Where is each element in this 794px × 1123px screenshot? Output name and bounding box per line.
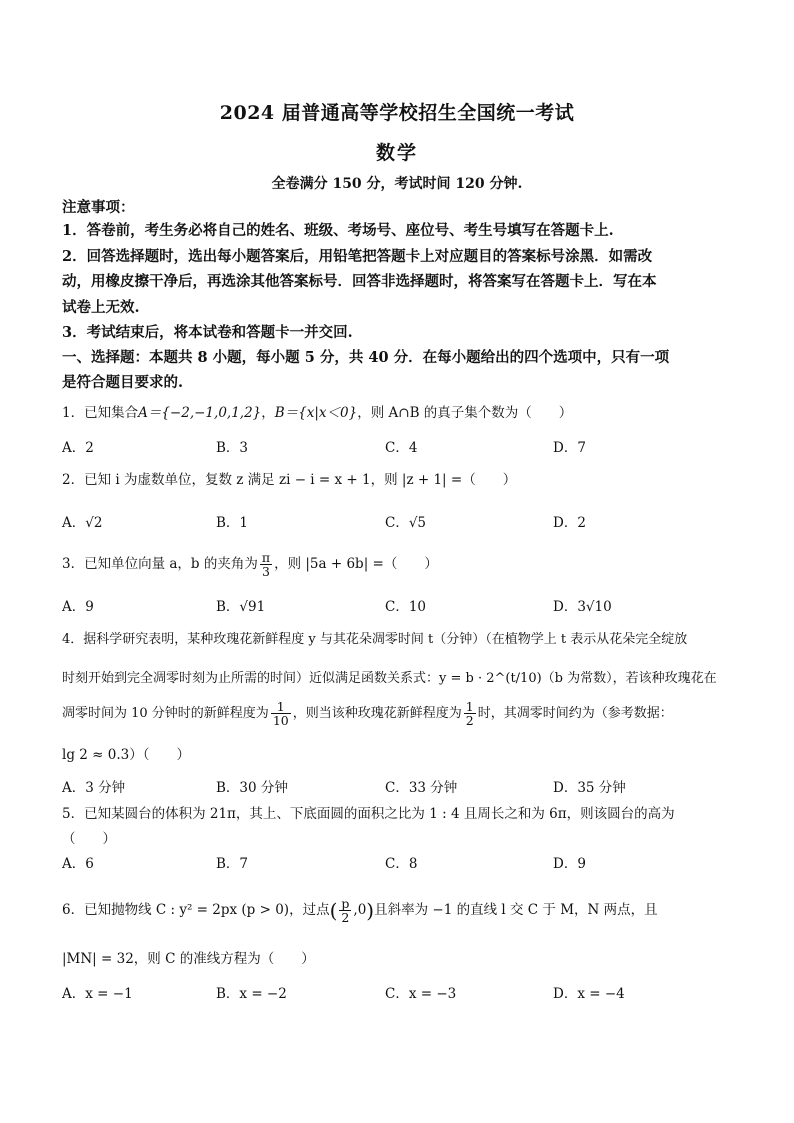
question-6-option-b: B．x = −2 <box>216 986 287 1002</box>
notice-heading: 注意事项： <box>62 199 135 216</box>
question-2-stem: 2．已知 i 为虚数单位，复数 z 满足 zi − i = x + 1，则 |z + 1| =（ ） <box>62 472 517 488</box>
question-4-option-d: D．35 分钟 <box>553 780 626 796</box>
question-3-fraction <box>260 551 272 578</box>
question-4-option-b: B．30 分钟 <box>216 780 288 796</box>
notice-item-2: 2．回答选择题时，选出每小题答案后，用铅笔把答题卡上对应题目的答案标号涂黑．如需改 <box>62 248 653 265</box>
question-1-set-b: B＝{x|x＜0} <box>274 405 358 421</box>
question-6-option-c: C．x = −3 <box>385 986 457 1002</box>
question-6-paren-open: ( <box>329 898 338 923</box>
exam-title: 2024 届普通高等学校招生全国统一考试 <box>219 102 575 124</box>
question-6-pt-tail: ,0 <box>353 902 367 919</box>
notice-item-2-cont: 动，用橡皮擦干净后，再选涂其他答案标号．回答非选择题时，将答案写在答题卡上．写在本 <box>62 273 657 290</box>
question-6-option-a: A．x = −1 <box>62 986 133 1002</box>
section-heading: 一、选择题：本题共 8 小题，每小题 5 分，共 40 分．在每小题给出的四个选项中，只有一项 <box>62 349 670 366</box>
question-6-pt-num: p <box>341 896 350 911</box>
question-4-line-4: lg 2 ≈ 0.3）（ ） <box>62 747 190 763</box>
question-6-line-1a: 6．已知抛物线 C : y² = 2px (p > 0)，过点 <box>62 902 330 919</box>
question-3-option-d: D．3√10 <box>553 599 612 615</box>
question-1-stem-b: ，则 A∩B 的真子集个数为（ ） <box>357 405 573 421</box>
question-5-line-2: （ ） <box>62 831 116 847</box>
question-1-option-b: B．3 <box>216 440 249 456</box>
question-3-stem-a: 3．已知单位向量 a，b 的夹角为 <box>62 556 258 573</box>
question-2-option-c: C．√5 <box>385 515 427 531</box>
question-1-option-d: D．7 <box>553 440 586 456</box>
question-4-frac2-den: 2 <box>465 713 474 729</box>
question-6-paren-close: ) <box>366 898 375 923</box>
question-6-line-1b: 且斜率为 −1 的直线 l 交 C 于 M，N 两点，且 <box>374 902 658 919</box>
question-6-pt-den: 2 <box>341 910 350 926</box>
question-4-line-2: 时刻开始到完全凋零时刻为止所需的时间）近似满足函数关系式：y = b · 2^(t/10)（b 为常数），若该种玫瑰花在 <box>62 671 717 686</box>
question-4-fraction-1 <box>271 700 291 727</box>
exam-meta: 全卷满分 150 分，考试时间 120 分钟. <box>271 176 523 192</box>
exam-subject: 数学 <box>375 142 418 164</box>
question-4-frac2-num: 1 <box>465 699 474 714</box>
question-5-option-c: C．8 <box>385 856 418 872</box>
question-4-line-3c: 时，其凋零时间约为（参考数据： <box>477 706 673 722</box>
question-2-option-d: D．2 <box>553 515 586 531</box>
question-6-line-2: |MN| = 32，则 C 的准线方程为（ ） <box>62 951 315 967</box>
question-1-sep: ， <box>261 405 275 421</box>
question-5-option-d: D．9 <box>553 856 586 872</box>
question-4-fraction-2 <box>464 700 476 727</box>
notice-item-2-end: 试卷上无效. <box>62 299 140 316</box>
question-2-option-b: B．1 <box>216 515 249 531</box>
question-4-frac1-num: 1 <box>271 700 291 714</box>
question-3-stem <box>62 551 734 578</box>
question-4-option-a: A．3 分钟 <box>62 780 126 796</box>
question-5-option-b: B．7 <box>216 856 249 872</box>
question-5-line-1: 5．已知某圆台的体积为 21π，其上、下底面圆的面积之比为 1 : 4 且周长之和为 6π，则该圆台的高为 <box>62 806 675 822</box>
question-6-option-d: D．x = −4 <box>553 986 625 1002</box>
question-4-line-3 <box>62 700 734 727</box>
question-3-frac-den: 3 <box>262 564 270 580</box>
question-4-line-3b: ，则当该种玫瑰花新鲜程度为 <box>292 706 462 722</box>
question-3-option-a: A．9 <box>62 599 94 615</box>
notice-item-1: 1．答卷前，考生务必将自己的姓名、班级、考场号、座位号、考生号填写在答题卡上. <box>62 222 614 239</box>
question-4-option-c: C．33 分钟 <box>385 780 458 796</box>
question-3-stem-b: ，则 |5a + 6b| =（ ） <box>274 556 438 573</box>
question-2-option-a: A．√2 <box>62 515 103 531</box>
question-6-line-1 <box>62 897 734 924</box>
question-3-option-b: B．√91 <box>216 599 266 615</box>
question-4-frac1-den: 10 <box>272 713 289 729</box>
question-6-point-fraction <box>339 897 351 924</box>
question-4-line-1: 4．据科学研究表明，某种玫瑰花新鲜程度 y 与其花朵凋零时间 t（分钟）（在植物学上 t 表示从花朵完全绽放 <box>62 632 688 647</box>
question-1-option-c: C．4 <box>385 440 418 456</box>
question-5-option-a: A．6 <box>62 856 94 872</box>
question-1-set-a: A＝{−2,−1,0,1,2} <box>138 405 262 421</box>
question-3-frac-num: π <box>261 550 271 565</box>
question-1-stem-a: 1．已知集合 <box>62 405 139 421</box>
question-3-option-c: C．10 <box>385 599 427 615</box>
section-heading-cont: 是符合题目要求的. <box>62 374 184 391</box>
notice-item-3: 3．考试结束后，将本试卷和答题卡一并交回. <box>62 324 353 341</box>
question-4-line-3a: 凋零时间为 10 分钟时的新鲜程度为 <box>62 706 269 722</box>
question-1-stem <box>62 407 734 421</box>
question-1-option-a: A．2 <box>62 440 94 456</box>
